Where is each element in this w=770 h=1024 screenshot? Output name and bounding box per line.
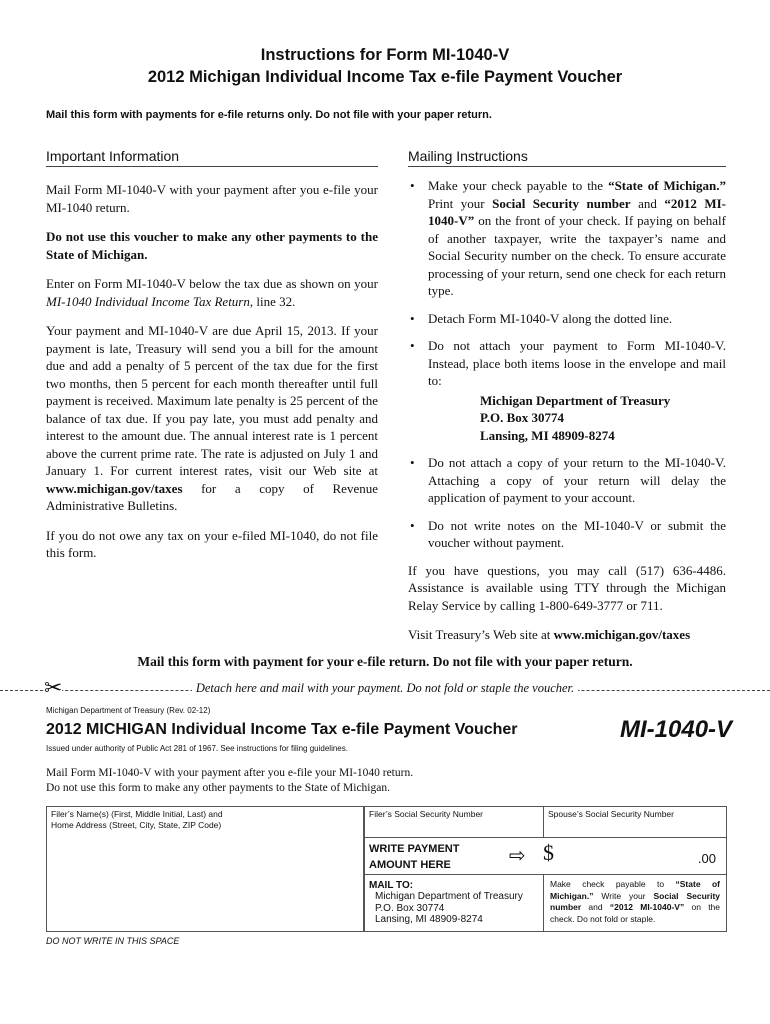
mailing-address xyxy=(428,392,726,445)
scissors-icon: ✂ xyxy=(44,676,63,701)
mail-to-label: MAIL TO: xyxy=(369,880,414,891)
b1-text-a: Make your check payable to the xyxy=(428,178,609,193)
b2-text: Detach Form MI-1040-V along the dotted line. xyxy=(428,310,673,326)
check-instructions xyxy=(544,875,726,929)
dept-revision: Michigan Department of Treasury (Rev. 02-12) xyxy=(46,706,211,715)
payment-label-2: AMOUNT HERE xyxy=(369,859,451,871)
important-p4 xyxy=(46,322,378,515)
check-text-d: on the check. Do not fold or staple. xyxy=(550,902,721,924)
mailing-list xyxy=(408,177,726,552)
visit-text xyxy=(408,626,726,644)
b1-ssn: Social Security number xyxy=(492,195,631,211)
voucher-instructions xyxy=(46,766,413,796)
mail-to-line-3: Lansing, MI 48909-8274 xyxy=(375,914,483,925)
mail-to-line-2: P.O. Box 30774 xyxy=(375,902,445,914)
bullet-icon: • xyxy=(410,455,415,470)
spouse-ssn-field[interactable] xyxy=(543,806,727,838)
important-p1: Mail Form MI-1040-V with your payment after you e-file your MI-1040 return. xyxy=(46,182,378,215)
filer-name-label-1: Filer’s Name(s) (First, Middle Initial, Last) and xyxy=(51,809,223,819)
mailing-bullet-5 xyxy=(408,517,726,552)
check-instructions-box xyxy=(543,874,727,932)
mailing-instructions-section xyxy=(408,148,726,656)
bullet-icon: • xyxy=(410,517,415,533)
mailing-bullet-1 xyxy=(408,177,726,300)
check-payee: “State of Michigan.” xyxy=(550,879,720,901)
mailing-bullet-4 xyxy=(408,454,726,507)
mailing-bullet-2 xyxy=(408,310,726,328)
important-p3-form-name: MI-1040 Individual Income Tax Return xyxy=(46,293,250,309)
check-ssn: Social Security number xyxy=(550,890,721,912)
cents-label: .00 xyxy=(697,851,716,866)
questions-text: If you have questions, you may call (517) 636-4486. Assistance is available using TTY through the Michigan Relay Service by calling 1-800-649-3777 or 711. xyxy=(408,562,726,613)
b1-text-c: and xyxy=(630,195,665,211)
check-text-a: Make check payable to xyxy=(550,879,676,889)
detach-text: Detach here and mail with your payment. Do not fold or staple the voucher. xyxy=(192,681,578,695)
filer-name-label xyxy=(47,807,363,833)
filer-name-label-2: Home Address (Street, City, State, ZIP Code) xyxy=(51,820,222,830)
mailing-bullet-3 xyxy=(408,337,726,444)
important-p5: If you do not owe any tax on your e-filed MI-1040, do not file this form. xyxy=(46,527,378,560)
check-text-b: Write your xyxy=(593,890,654,901)
b1-text-b: Print your xyxy=(428,195,493,211)
spouse-ssn-label: Spouse’s Social Security Number xyxy=(548,809,674,819)
important-information-section xyxy=(46,148,378,574)
detach-note xyxy=(0,681,770,696)
form-number: MI-1040-V xyxy=(620,716,733,743)
filer-name-address-field[interactable] xyxy=(46,806,364,932)
b3-text: Do not attach your payment to Form MI-1040-V. Instead, place both items loose in the envelope and mail to: xyxy=(428,338,726,388)
voucher-instruction-2: Do not use this form to make any other payments to the State of Michigan. xyxy=(46,782,390,794)
important-p4-text: Your payment and MI-1040-V are due April 15, 2013. If your payment is late, Treasury will send you a bill for the amount due and add a penalty of 5 percent of the tax due for the first two months, then 5 percent for each month thereafter until full payment is received. Maximum late penalty is 25 percent of the balance of tax due. If you pay late, you must add penalty and interest to the amount due. The annual interest rate is 1 percent above the current prime rate. The rate is adjusted on July 1 and January 1. For current interest rates, visit our Web site at xyxy=(46,323,378,478)
page-title: Instructions for Form MI-1040-V xyxy=(260,46,510,64)
mail-this-note: Mail this form with payment for your e-file return. Do not file with your paper return. xyxy=(137,654,633,669)
mail-to-line-1: Michigan Department of Treasury xyxy=(375,891,523,902)
page-subtitle: 2012 Michigan Individual Income Tax e-file Payment Voucher xyxy=(147,68,623,86)
visit-prefix: Visit Treasury’s Web site at xyxy=(408,627,554,642)
address-line-3: Lansing, MI 48909-8274 xyxy=(480,427,615,443)
do-not-write-note: DO NOT WRITE IN THIS SPACE xyxy=(46,936,180,946)
mail-to-box xyxy=(364,874,544,932)
important-p2: Do not use this voucher to make any other payments to the State of Michigan. xyxy=(46,229,378,262)
important-p4-end: for a copy of Revenue Administrative Bulletins. xyxy=(46,480,378,513)
check-form: “2012 MI-1040-V” xyxy=(609,902,685,912)
visit-link[interactable]: www.michigan.gov/taxes xyxy=(553,627,691,642)
mail-to-address xyxy=(365,891,543,926)
b1-text-d: on the front of your check. If paying on behalf of another taxpayer, write the taxpayer’s name and Social Security number on the check. To ensure accurate processing of your return, send one check for each return type. xyxy=(428,213,726,298)
voucher-title: 2012 MICHIGAN Individual Income Tax e-file Payment Voucher xyxy=(46,721,518,738)
b5-text: Do not write notes on the MI-1040-V or submit the voucher without payment. xyxy=(428,517,726,550)
important-heading: Important Information xyxy=(46,148,378,167)
important-p3 xyxy=(46,275,378,310)
voucher-instruction-1: Mail Form MI-1040-V with your payment after you e-file your MI-1040 return. xyxy=(46,767,414,779)
important-p3-text: Enter on Form MI-1040-V below the tax due as shown on your xyxy=(46,276,378,291)
bullet-icon: • xyxy=(410,310,415,326)
payment-amount-field[interactable] xyxy=(364,837,727,875)
important-p3-line: , line 32. xyxy=(249,293,296,309)
treasury-link[interactable]: www.michigan.gov/taxes xyxy=(46,480,183,496)
arrow-right-icon: ⇨ xyxy=(509,843,526,867)
address-line-1: Michigan Department of Treasury xyxy=(480,392,671,408)
efile-note: Mail this form with payments for e-file returns only. Do not file with your paper return. xyxy=(46,109,492,121)
mailing-heading: Mailing Instructions xyxy=(408,148,726,167)
bullet-icon: • xyxy=(410,338,415,353)
issued-authority: Issued under authority of Public Act 281 of 1967. See instructions for filing guidelines. xyxy=(46,744,348,753)
b4-text: Do not attach a copy of your return to the MI-1040-V. Attaching a copy of your return will delay the application of payment to your account. xyxy=(428,455,726,505)
b1-payee: “State of Michigan.” xyxy=(608,178,726,193)
bullet-icon: • xyxy=(410,178,415,193)
filer-ssn-field[interactable] xyxy=(364,806,544,838)
address-line-2: P.O. Box 30774 xyxy=(480,410,565,425)
dollar-sign: $ xyxy=(543,840,554,865)
check-text-c: and xyxy=(581,902,610,912)
payment-label-1: WRITE PAYMENT xyxy=(369,843,460,855)
filer-ssn-label: Filer’s Social Security Number xyxy=(369,809,483,819)
b1-form: “2012 MI-1040-V” xyxy=(428,195,726,228)
